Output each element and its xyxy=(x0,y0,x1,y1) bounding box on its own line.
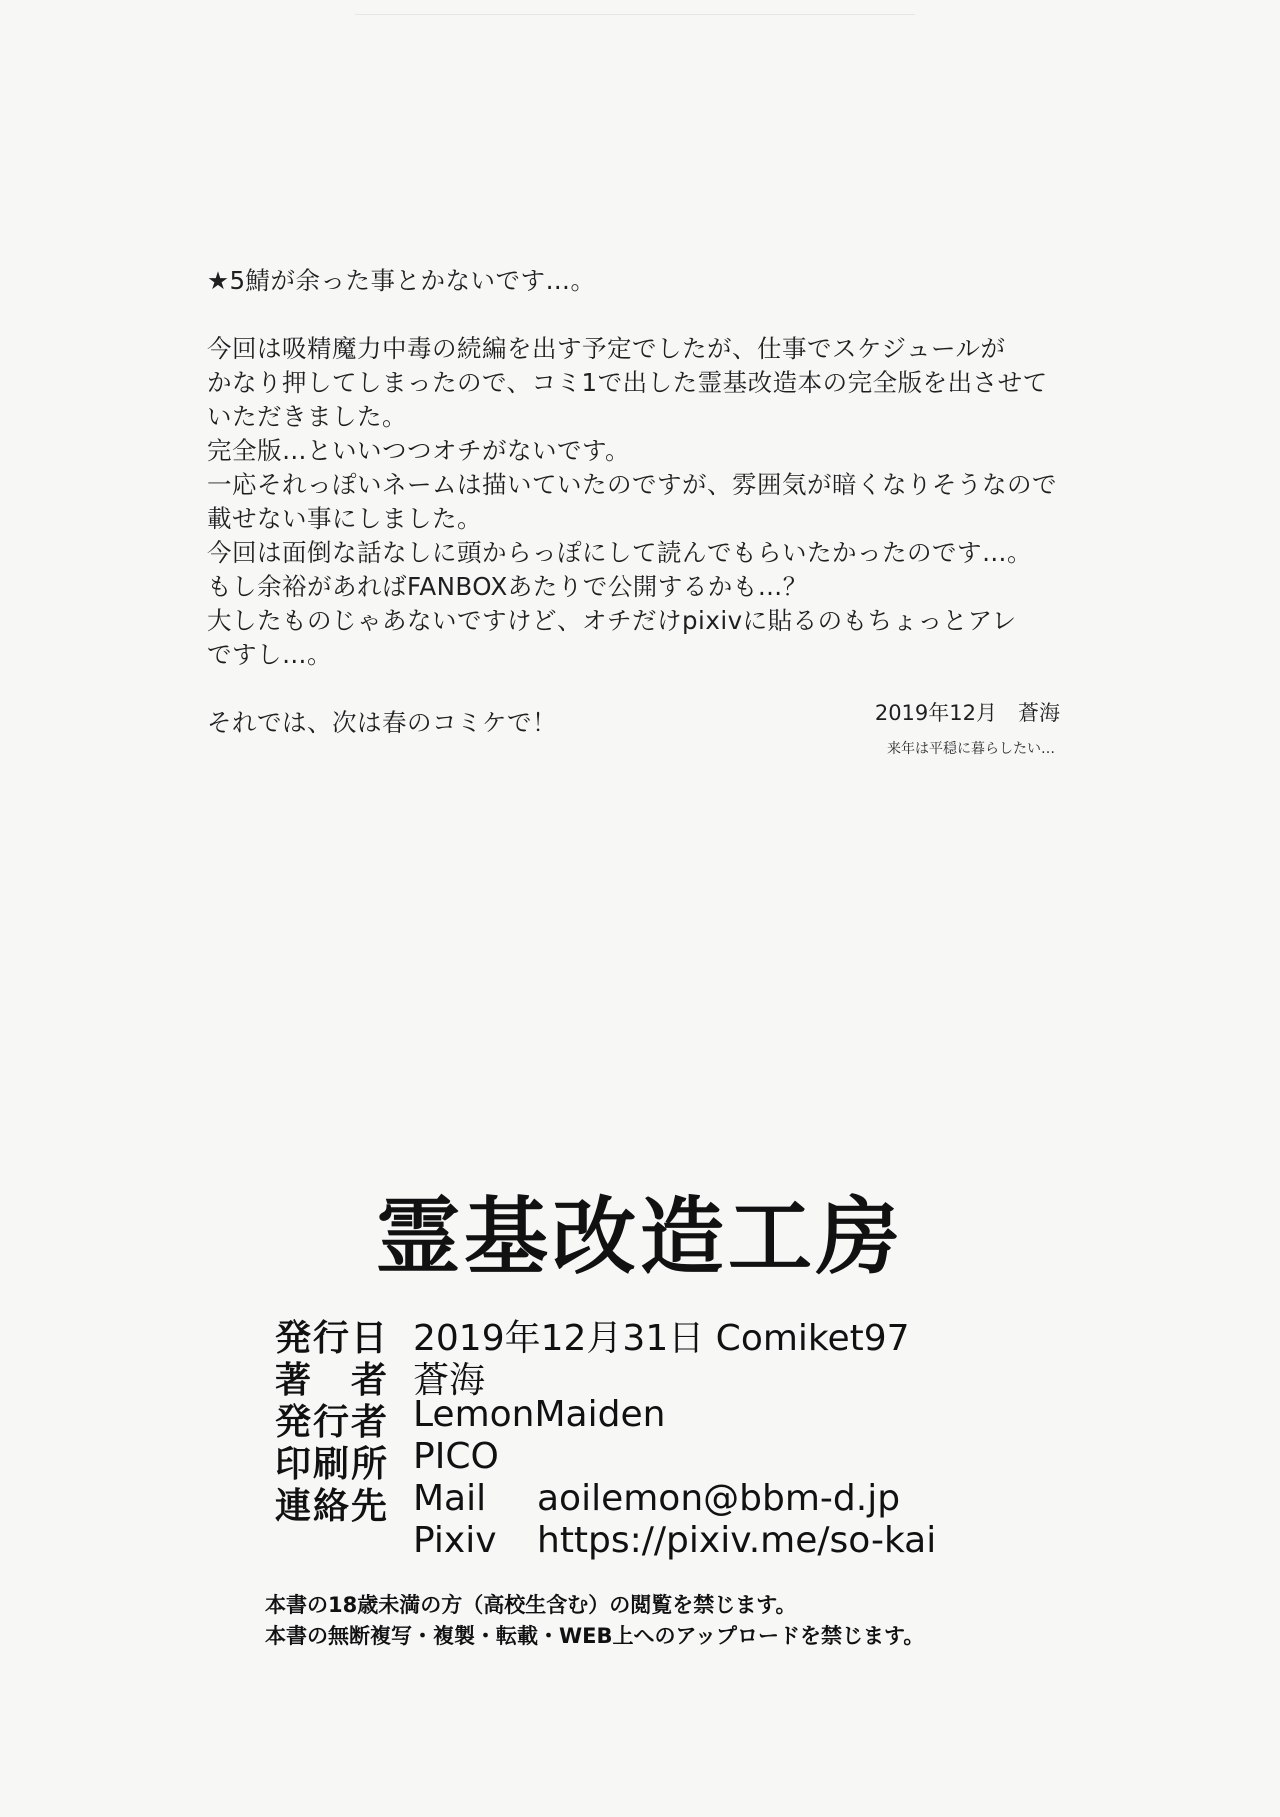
afterword-line: 大したものじゃあないですけど、オチだけpixivに貼るのもちょっとアレ xyxy=(207,606,1017,635)
afterword-line: ★5鯖が余った事とかないです…。 xyxy=(207,266,596,295)
author-value: 蒼海 xyxy=(413,1360,486,1401)
publisher-value: LemonMaiden xyxy=(413,1394,666,1435)
mail-value: aoilemon@bbm-d.jp xyxy=(537,1478,901,1519)
notice-copy-prohibition: 本書の無断複写・複製・転載・WEB上へのアップロードを禁じます。 xyxy=(265,1624,925,1648)
printer-label: 印刷所 xyxy=(275,1444,390,1485)
issue-date-label: 発行日 xyxy=(275,1318,390,1359)
mail-label: Mail xyxy=(413,1478,487,1519)
signature-note: 来年は平穏に暮らしたい… xyxy=(887,741,1055,757)
afterword-line: 載せない事にしました。 xyxy=(207,504,482,533)
afterword-text xyxy=(207,264,1087,740)
author-label: 著 者 xyxy=(275,1360,390,1401)
notice-age-restriction: 本書の18歳未満の方（高校生含む）の閲覧を禁じます。 xyxy=(265,1593,797,1617)
author-signature: 2019年12月 蒼海 xyxy=(874,701,1060,725)
afterword-line: 今回は吸精魔力中毒の続編を出す予定でしたが、仕事でスケジュールが xyxy=(207,334,1006,363)
colophon-title: 霊基改造工房 xyxy=(375,1188,904,1286)
printer-value: PICO xyxy=(413,1436,499,1477)
afterword-line: もし余裕があればFANBOXあたりで公開するかも…？ xyxy=(207,572,808,601)
afterword-line: 一応それっぽいネームは描いていたのですが、雰囲気が暗くなりそうなので xyxy=(207,470,1057,499)
issue-date-value: 2019年12月31日 Comiket97 xyxy=(413,1318,910,1359)
pixiv-label: Pixiv xyxy=(413,1520,497,1561)
scan-artifact-line xyxy=(355,14,915,15)
afterword-line: いただきました。 xyxy=(207,402,407,431)
afterword-line: 完全版…といいつつオチがないです。 xyxy=(207,436,631,465)
afterword-line: かなり押してしまったので、コミ1で出した霊基改造本の完全版を出させて xyxy=(207,368,1048,397)
afterword-blank-line xyxy=(207,298,1087,332)
afterword-line: 今回は面倒な話なしに頭からっぽにして読んでもらいたかったのです…。 xyxy=(207,538,1032,567)
afterword-line: それでは、次は春のコミケで！ xyxy=(207,708,557,737)
contact-label: 連絡先 xyxy=(275,1486,390,1527)
legal-notices xyxy=(265,1590,924,1652)
publisher-label: 発行者 xyxy=(275,1402,390,1443)
pixiv-value: https://pixiv.me/so-kai xyxy=(537,1520,937,1561)
afterword-line: ですし…。 xyxy=(207,640,332,669)
